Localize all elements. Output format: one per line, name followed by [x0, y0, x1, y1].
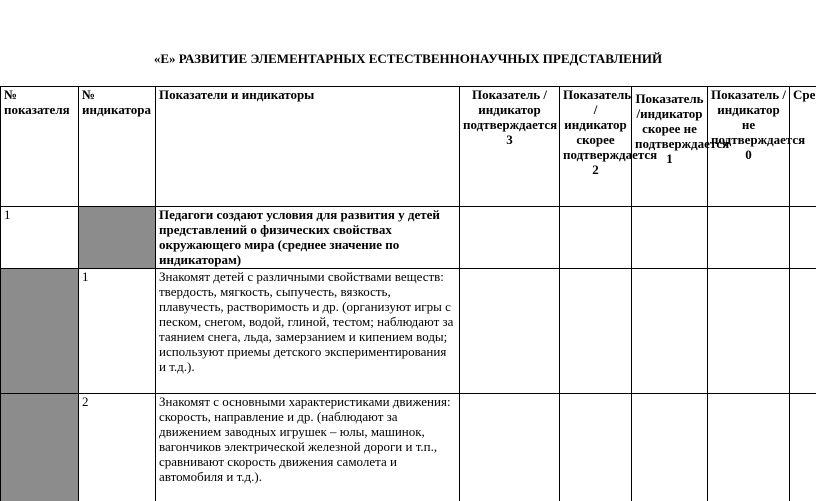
indicator-text: Знакомят детей с различными свойствами веществ: твердость, мягкость, сыпучесть, вязкость, плавучесть, растворимость и др. (организуют игры с песком, снегом, водой, глиной, тестом; наблюдают за таянием снега, льда, замерзанием и кипением воды; используют приемы детского экспериментирования и т.д.). — [156, 269, 460, 394]
score-cell[interactable] — [790, 207, 816, 269]
document-title: «Е» РАЗВИТИЕ ЭЛЕМЕНТАРНЫХ ЕСТЕСТВЕННОНАУЧНЫХ ПРЕДСТАВЛЕНИЙ — [153, 51, 663, 66]
header-row — [1, 87, 816, 207]
header-confirmed-label: Показатель /индикатор подтверждается — [463, 87, 558, 132]
header-not-confirmed-score: 0 — [745, 147, 752, 162]
gray-cell — [1, 394, 79, 501]
indicator-number: 2 — [79, 394, 156, 501]
indicator-number: 1 — [79, 269, 156, 394]
indicators-table — [0, 86, 816, 501]
header-indicator-group-no: № показателя — [1, 87, 79, 207]
score-cell[interactable] — [560, 207, 632, 269]
header-not-confirmed-label: Показатель /индикатор не подтверждается — [711, 87, 806, 147]
header-rather-not-confirmed-label: Показатель /индикатор скорее не подтверждается — [635, 91, 730, 151]
score-cell[interactable] — [790, 394, 816, 501]
score-cell[interactable] — [708, 207, 790, 269]
score-cell[interactable] — [460, 207, 560, 269]
header-indicators: Показатели и индикаторы — [156, 87, 460, 207]
indicator-group-number: 1 — [1, 207, 79, 269]
score-cell[interactable] — [708, 269, 790, 394]
score-cell[interactable] — [708, 394, 790, 501]
table-row — [1, 394, 816, 501]
header-rather-confirmed-score: 2 — [592, 162, 599, 177]
header-rather-confirmed-label: Показатель /индикатор скорее подтверждается — [563, 87, 658, 162]
gray-cell — [1, 269, 79, 394]
header-confirmed — [460, 87, 560, 207]
score-cell[interactable] — [632, 269, 708, 394]
header-average: Сре — [790, 87, 816, 207]
score-cell[interactable] — [790, 269, 816, 394]
gray-cell — [79, 207, 156, 269]
score-cell[interactable] — [460, 269, 560, 394]
table-row — [1, 207, 816, 269]
header-rather-confirmed — [560, 87, 658, 207]
score-cell[interactable] — [632, 207, 708, 269]
score-cell[interactable] — [632, 394, 708, 501]
score-cell[interactable] — [460, 394, 560, 501]
header-rather-not-confirmed — [632, 87, 730, 207]
score-cell[interactable] — [560, 269, 632, 394]
indicator-text: Педагоги создают условия для развития у детей представлений о физических свойствах окружающего мира (среднее значение по индикаторам) — [156, 207, 460, 269]
table-row — [1, 269, 816, 394]
header-confirmed-score: 3 — [506, 132, 513, 147]
header-indicator-no: № индикатора — [79, 87, 156, 207]
header-rather-not-confirmed-score: 1 — [666, 151, 673, 166]
score-cell[interactable] — [560, 394, 632, 501]
indicator-text: Знакомят с основными характеристиками движения: скорость, направление и др. (наблюдают за движением заводных игрушек – юлы, машинок, вагончиков электрической железной дороги и т.п., сравнивают скорость движения самолета и автомобиля и т.д.). — [156, 394, 460, 501]
